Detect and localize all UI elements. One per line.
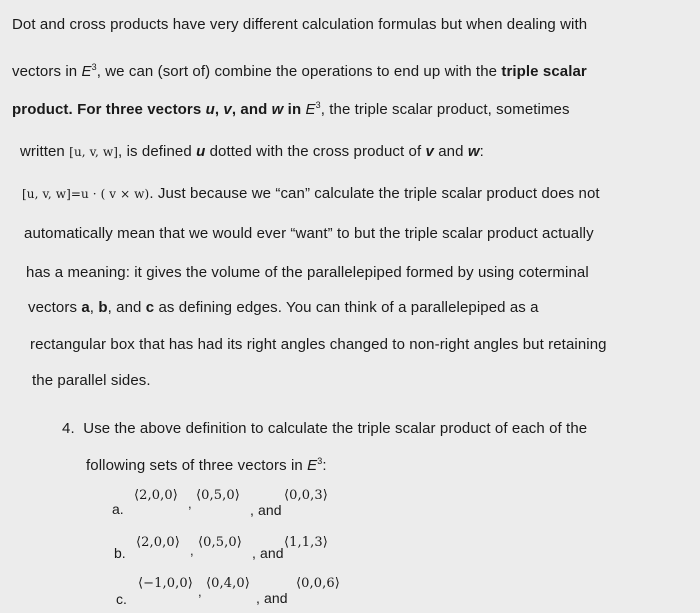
vector-1: ⟨2,0,0⟩ xyxy=(136,535,180,550)
text: , the triple scalar product, sometimes xyxy=(320,101,570,118)
vector-2: ⟨0,4,0⟩ xyxy=(206,576,250,591)
text: written xyxy=(20,143,70,160)
para1-line1 xyxy=(12,16,587,33)
vector-2: ⟨0,5,0⟩ xyxy=(198,535,242,550)
item-label: b. xyxy=(114,545,126,561)
question-4-line1: 4. Use the above definition to calculate the triple scalar product of each of the xyxy=(62,420,588,437)
text: , we can (sort of) combine the operations to end up with the xyxy=(96,63,502,80)
para1-line3: product. For three vectors u, v, and w in $E^3$, the triple scalar product, sometimes xyxy=(12,100,570,118)
vector-v: v xyxy=(223,101,232,118)
vector-1: ⟨2,0,0⟩ xyxy=(134,488,178,503)
para1-line5 xyxy=(22,185,600,202)
vector-2: ⟨0,5,0⟩ xyxy=(196,488,240,503)
question-4-line2: following sets of three vectors in $E^3$: xyxy=(86,456,327,474)
vector-u: u xyxy=(205,101,215,118)
para1-line2 xyxy=(12,62,587,80)
e3-symbol: E xyxy=(81,63,92,80)
e3-symbol: E xyxy=(305,101,316,118)
text: , is defined xyxy=(118,143,197,160)
bold-term: product xyxy=(12,101,69,118)
vector-3: ⟨0,0,3⟩ xyxy=(284,488,328,503)
bold-term: triple scalar xyxy=(501,63,587,80)
item-label: a. xyxy=(112,501,124,517)
para1-line6: automatically mean that we would ever “want” to but the triple scalar product actually xyxy=(24,225,594,242)
para1-line7: has a meaning: it gives the volume of the parallelepiped formed by using coterminal xyxy=(26,264,589,281)
text: Dot and cross products have very different calculation formulas but when dealing with xyxy=(12,16,588,33)
document-page: Dot and cross products have very different calculation formulas but when dealing with vectors in $E^3$, we can (sort of) combine the operations to end up with the triple scalar product. For three vectors u, v, and w in $E^3$, the triple scalar product, sometimes written [u, v, w], is defined u dotted with the cross product of v and w: [u, v, w]=u · ( v × w). Just because we “can” calculate the triple scalar product does not automatically mean that we would ever “want” to but the triple scalar product actually has a meaning: it gives the volume of the parallelepiped formed by using coterminal vectors a, b, and c as defining edges. You can think of a parallelepiped as a rectangular box that has had its right angles changed to non-right angles but retaining the parallel sides. 4. Use the above definition to calculate the triple scalar product of each of the following sets of three vectors in $E^3$: a. ⟨2,0,0⟩ , ⟨0,5,0⟩ , and ⟨0,0,3⟩ b. ⟨2,0,0⟩ , ⟨0,5,0⟩ , and ⟨1,1,3⟩ c. ⟨−1,0,0⟩ , ⟨0,4,0⟩ , and ⟨0,0,6⟩ xyxy=(12,16,607,607)
vector-3: ⟨0,0,6⟩ xyxy=(296,576,340,591)
vector-w: w xyxy=(271,101,284,118)
vector-3: ⟨1,1,3⟩ xyxy=(284,535,328,550)
para1-line9: rectangular box that has had its right angles changed to non-right angles but retaining xyxy=(30,336,607,353)
para1-line4: written [u, v, w], is defined u dotted with the cross product of v and w: xyxy=(20,143,484,160)
bracket-notation: [u, v, w] xyxy=(69,145,119,159)
triple-product-formula: [u, v, w]=u · ( v × w) xyxy=(22,187,150,201)
vector-1: ⟨−1,0,0⟩ xyxy=(138,576,193,591)
item-label: c. xyxy=(116,591,127,607)
para1-line8: vectors a, b, and c as defining edges. You can think of a parallelepiped as a xyxy=(28,299,539,316)
bold-text: . For three vectors xyxy=(68,101,206,118)
superscript: 3 xyxy=(91,62,97,72)
text: vectors in xyxy=(12,63,82,80)
text: . Just because we “can” calculate the triple scalar product does not xyxy=(149,185,600,202)
question-number: 4. xyxy=(62,420,75,437)
para1-line10: the parallel sides. xyxy=(32,372,151,389)
